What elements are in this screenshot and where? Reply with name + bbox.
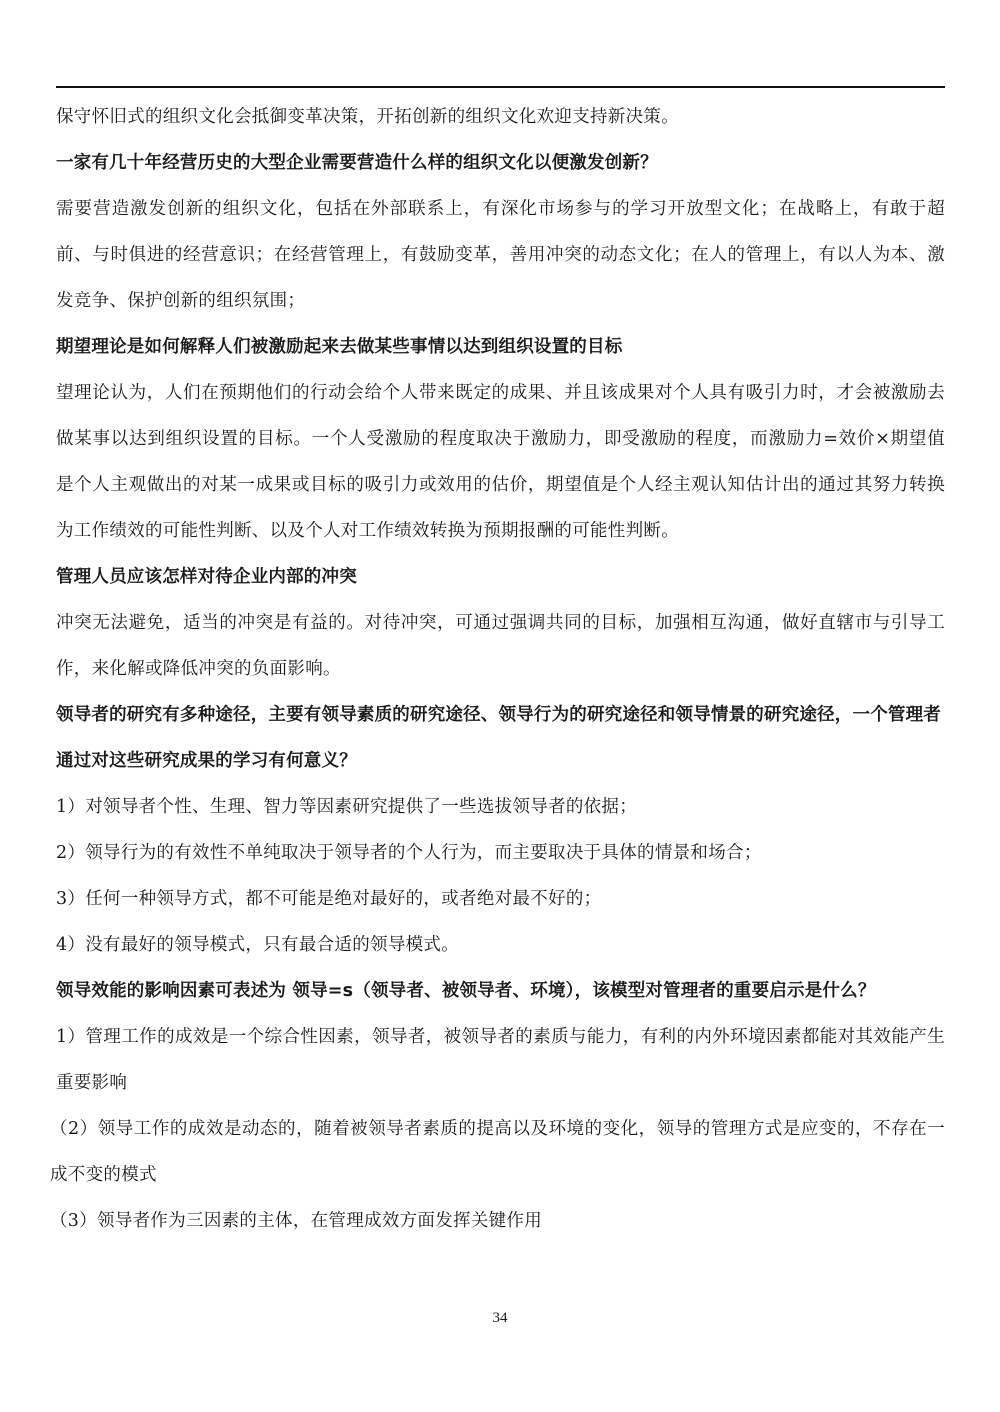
list-item: （3）领导者作为三因素的主体，在管理成效方面发挥关键作用	[50, 1211, 543, 1231]
paragraph-culture-conclusion: 保守怀旧式的组织文化会抵御变革决策，开拓创新的组织文化欢迎支持新决策。	[56, 107, 679, 127]
answer-conflict: 冲突无法避免，适当的冲突是有益的。对待冲突，可通过强调共同的目标，加强相互沟通，做好直辖市与引导工作，来化解或降低冲突的负面影响。	[56, 613, 945, 679]
list-item: 1）管理工作的成效是一个综合性因素，领导者，被领导者的素质与能力，有利的内外环境因素都能对其效能产生重要影响	[56, 1027, 945, 1093]
list-item: 1）对领导者个性、生理、智力等因素研究提供了一些选拔领导者的依据；	[56, 797, 638, 817]
list-item: 4）没有最好的领导模式，只有最合适的领导模式。	[56, 935, 460, 955]
list-item: 3）任何一种领导方式，都不可能是绝对最好的，或者绝对最不好的；	[56, 889, 602, 909]
answer-expectancy-theory: 望理论认为，人们在预期他们的行动会给个人带来既定的成果、并且该成果对个人具有吸引力时，才会被激励去做某事以达到组织设置的目标。一个人受激励的程度取决于激励力，即受激励的程度，而激励力=效价×期望值 是个人主观做出的对某一成果或目标的吸引力或效用的估价，期望值是个人经主观认知估计出的通过其努力转换为工作绩效的可能性判断、以及个人对工作绩效转换为预期报酬的可能性判断。	[56, 383, 963, 541]
list-item: （2）领导工作的成效是动态的，随着被领导者素质的提高以及环境的变化，领导的管理方式是应变的，不存在一成不变的模式	[50, 1119, 945, 1185]
question-leadership-effectiveness: 领导效能的影响因素可表述为 领导=s（领导者、被领导者、环境），该模型对管理者的重要启示是什么？	[56, 981, 876, 1001]
question-conflict: 管理人员应该怎样对待企业内部的冲突	[56, 567, 357, 587]
question-leadership-research: 领导者的研究有多种途径，主要有领导素质的研究途径、领导行为的研究途径和领导情景的研究途径，一个管理者通过对这些研究成果的学习有何意义？	[56, 705, 941, 771]
question-innovation-culture: 一家有几十年经营历史的大型企业需要营造什么样的组织文化以便激发创新？	[56, 153, 658, 173]
page-number: 34	[492, 1310, 508, 1326]
document-body	[50, 94, 963, 1244]
answer-innovation-culture: 需要营造激发创新的组织文化，包括在外部联系上，有深化市场参与的学习开放型文化；在战略上，有敢于超前、与时俱进的经营意识；在经营管理上，有鼓励变革，善用冲突的动态文化；在人的管理上，有以人为本、激发竞争、保护创新的组织氛围；	[56, 199, 945, 311]
header-rule	[56, 86, 945, 88]
list-item: 2）领导行为的有效性不单纯取决于领导者的个人行为，而主要取决于具体的情景和场合；	[56, 843, 762, 863]
question-expectancy-theory: 期望理论是如何解释人们被激励起来去做某些事情以达到组织设置的目标	[56, 337, 623, 357]
